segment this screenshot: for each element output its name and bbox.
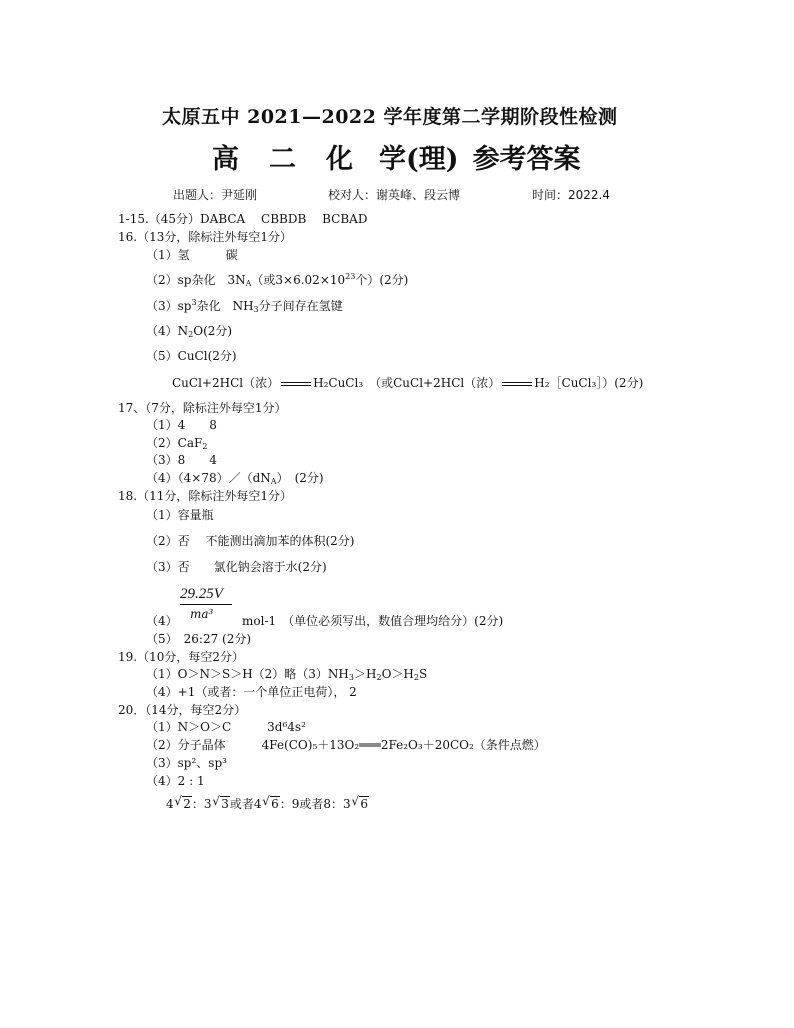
q19-a1-pre: （1）O＞N＞S＞H（2）略（3）NH <box>146 667 349 681</box>
q19-a2: （4）+1（或者：一个单位正电荷）， 2 <box>146 685 357 699</box>
q16-a2-pre: （2）sp杂化 3N <box>146 273 246 287</box>
q20-a5-r2: 3 <box>221 797 229 811</box>
q16-a3-mid: 杂化 NH <box>196 299 254 313</box>
q16-a3-sup: 3 <box>191 298 197 307</box>
exam-title: 太原五中 2021—2022 学年度第二学期阶段性检测 <box>162 106 618 128</box>
fraction-numerator: 29.25V <box>180 586 223 602</box>
q16-a3 <box>146 299 343 314</box>
q18-a4-unit: mol-1 <box>242 614 277 628</box>
q16-a2 <box>146 273 408 288</box>
q19-a1-mid: ＞H <box>354 667 377 681</box>
q19-a1-s2: 2 <box>376 673 382 682</box>
q19-a1-s1: 3 <box>348 673 354 682</box>
q17-a4-sub: A <box>270 477 277 486</box>
q17-title: 17、（7分，除标注外每空1分） <box>118 401 287 415</box>
equals-arrow-icon <box>281 382 311 386</box>
q16-a3-pre: （3）sp <box>146 299 192 313</box>
q20-a1: （1）N＞O＞C 3d⁶4s² <box>146 720 306 734</box>
q16-a4-post: O(2分) <box>193 324 233 338</box>
q18-title: 18.（11分，除标注外每空1分） <box>118 489 292 503</box>
q18-a2: （2）否 不能测出滴加苯的体积(2分) <box>146 534 355 548</box>
q16-eq-part3: H₂［CuCl₃］）(2分) <box>534 376 644 390</box>
q20-a5-r4: 6 <box>360 797 368 811</box>
fraction-bar <box>180 604 232 605</box>
q17-a4-post: ） (2分) <box>276 471 324 485</box>
q20-a2-pre: （2）分子晶体 4Fe(CO) <box>146 738 313 752</box>
q16-a4 <box>146 324 232 339</box>
q20-a5-t2: ：3 <box>191 797 212 811</box>
q16-a5: （5）CuCl(2分) <box>146 349 237 363</box>
q20-a4: （4）2 : 1 <box>146 774 205 788</box>
q16-a2-post: 个）(2分) <box>355 273 409 287</box>
sqrt-icon <box>359 796 369 812</box>
q16-eq-part1: CuCl+2HCl（浓） <box>172 376 280 390</box>
q20-a3: （3）sp²、sp³ <box>146 756 227 770</box>
q19-a1-mid2: O＞H <box>381 667 414 681</box>
subject-char-4: 学(理) <box>379 144 459 175</box>
q16-a2-mid: （或3×6.02×10 <box>251 273 346 287</box>
q17-a2-sub: 2 <box>202 442 208 451</box>
q16-a3-sub: 3 <box>253 305 259 314</box>
q17-a4-pre: （4）（4×78）／（dN <box>146 471 271 485</box>
q20-a5 <box>166 796 369 812</box>
q17-a2-pre: （2）CaF <box>146 436 203 450</box>
q17-a3: （3）8 4 <box>146 453 217 467</box>
q18-fraction <box>180 586 232 621</box>
q20-a5-t4: ：9或者8：3 <box>279 797 351 811</box>
q20-a2 <box>146 738 546 753</box>
q16-a4-sub: 2 <box>188 330 194 339</box>
subject-char-5: 参考答案 <box>472 144 581 175</box>
q16-eq-part2: H₂CuCl₃ （或CuCl+2HCl（浓） <box>313 376 501 390</box>
q1-15-answers: 1-15.（45分）DABCA CBBDB BCBAD <box>118 212 368 226</box>
q20-a5-r3: 6 <box>271 797 279 811</box>
q17-a4 <box>146 471 324 486</box>
q18-a4-note: （单位必须写出，数值合理均给分）(2分) <box>288 614 504 628</box>
fraction-denominator: ma³ <box>190 607 214 621</box>
q20-a5-t1: 4 <box>166 797 174 811</box>
q19-a1 <box>146 667 427 682</box>
q17-a1: （1）4 8 <box>146 418 217 432</box>
subject-char-1: 高 <box>212 144 239 175</box>
q16-a3-post: 分子间存在氢键 <box>258 299 343 313</box>
subject-char-2: 二 <box>269 144 296 175</box>
q18-a4 <box>242 614 503 629</box>
subject-char-3: 化 <box>326 144 353 175</box>
q16-a1: （1）氢 碳 <box>146 248 238 262</box>
sqrt-icon <box>270 796 280 812</box>
q16-equation <box>172 376 643 391</box>
reviewer: 校对人：谢英峰、段云博 <box>328 188 461 202</box>
q18-a1: （1）容量瓶 <box>146 508 214 522</box>
q16-a2-sub: A <box>245 279 252 288</box>
q16-a4-pre: （4）N <box>146 324 189 338</box>
subject-title <box>212 137 581 176</box>
date: 时间：2022.4 <box>532 188 610 202</box>
author: 出题人：尹延刚 <box>173 188 258 202</box>
q19-title: 19.（10分，每空2分） <box>118 650 244 664</box>
q20-title: 20．（14分，每空2分） <box>118 703 247 717</box>
q18-a5: （5） 26:27 (2分) <box>146 632 252 646</box>
q16-title: 16.（13分，除标注外每空1分） <box>118 230 292 244</box>
q20-a5-t3: 或者4 <box>229 797 262 811</box>
q20-a2-rest: ₅＋13O₂═══2Fe₂O₃＋20CO₂（条件点燃） <box>312 738 546 752</box>
q19-a1-s3: 2 <box>413 673 419 682</box>
q19-a1-post: S <box>418 667 428 681</box>
equals-arrow-icon <box>502 382 532 386</box>
sqrt-icon <box>182 796 192 812</box>
q20-a5-r1: 2 <box>183 797 191 811</box>
q18-a4-label: （4） <box>146 614 178 628</box>
q16-a2-sup: 23 <box>345 272 356 281</box>
q17-a2 <box>146 436 207 451</box>
q18-a3: （3）否 氯化钠会溶于水(2分) <box>146 560 327 574</box>
sqrt-icon <box>220 796 230 812</box>
